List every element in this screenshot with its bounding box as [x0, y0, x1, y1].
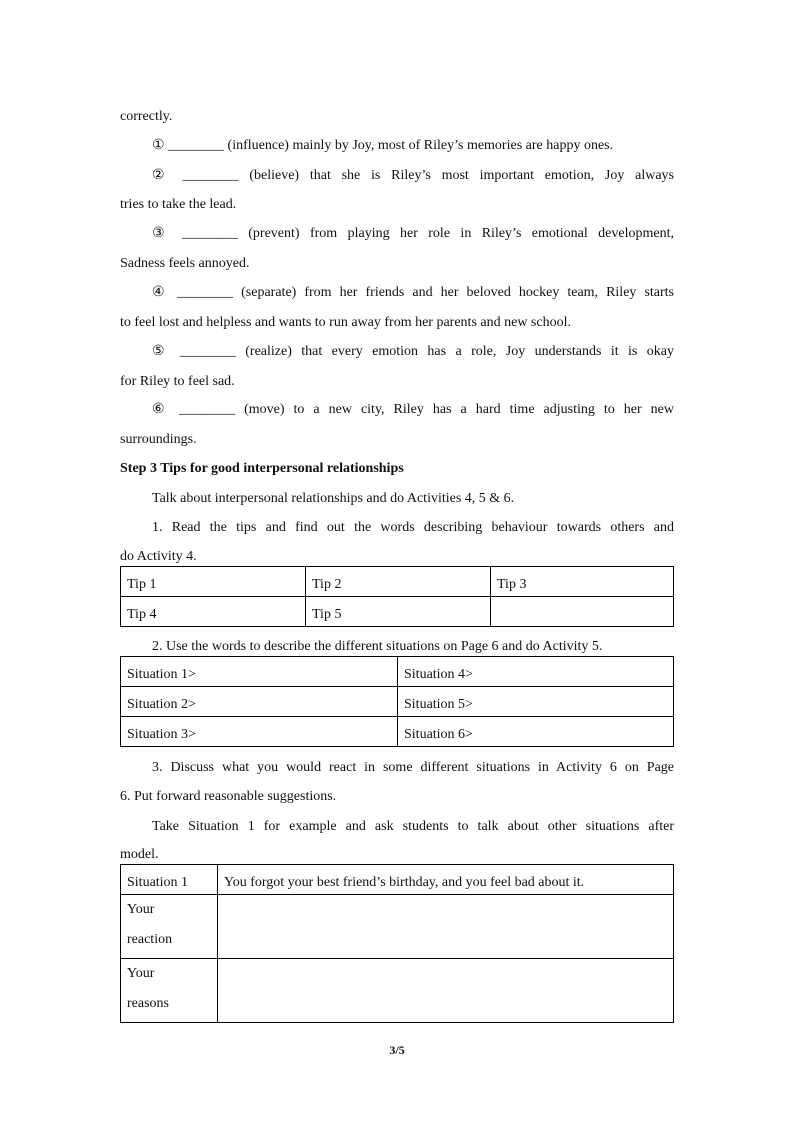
page-number: 3/5: [389, 1043, 405, 1057]
table-cell: Situation 2>: [121, 687, 398, 717]
cell-text: reaction: [127, 932, 173, 947]
table-cell: Tip 3: [491, 567, 674, 597]
exercise-item-1: ① ________ (influence) mainly by Joy, most of Riley’s memories are happy ones.: [152, 138, 614, 153]
reaction-label-cell: [121, 895, 218, 959]
situations-table: [120, 656, 674, 747]
instruction-1: 1. Read the tips and find out the words describing behaviour towards others and: [152, 520, 674, 535]
table-cell: Tip 4: [121, 597, 306, 627]
text-line: for Riley to feel sad.: [120, 374, 235, 389]
table-cell: Tip 5: [306, 597, 491, 627]
table-cell: Situation 6>: [398, 717, 674, 747]
table-cell: Tip 1: [121, 567, 306, 597]
cell-text: Your: [127, 902, 155, 917]
exercise-item-4: ④ ________ (separate) from her friends and her beloved hockey team, Riley starts: [152, 285, 674, 300]
text-line: to feel lost and helpless and wants to run away from her parents and new school.: [120, 315, 571, 330]
table-cell: Situation 5>: [398, 687, 674, 717]
text-line: correctly.: [120, 109, 173, 124]
instruction-3: 3. Discuss what you would react in some different situations in Activity 6 on Page: [152, 760, 674, 775]
text-line: model.: [120, 847, 159, 862]
text-line: Sadness feels annoyed.: [120, 256, 250, 271]
exercise-item-6: ⑥ ________ (move) to a new city, Riley has a hard time adjusting to her new: [152, 402, 674, 417]
table-cell: Situation 4>: [398, 657, 674, 687]
exercise-item-2: ② ________ (believe) that she is Riley’s most important emotion, Joy always: [152, 168, 674, 183]
exercise-item-5: ⑤ ________ (realize) that every emotion has a role, Joy understands it is okay: [152, 344, 674, 359]
text-line: Take Situation 1 for example and ask students to talk about other situations after: [152, 819, 674, 834]
table-cell: Situation 1>: [121, 657, 398, 687]
reaction-table: [120, 864, 674, 1023]
text-line: surroundings.: [120, 432, 197, 447]
table-cell: [491, 597, 674, 627]
text-line: do Activity 4.: [120, 549, 197, 564]
reasons-answer-cell: [218, 959, 674, 1023]
table-cell: Tip 2: [306, 567, 491, 597]
table-cell: You forgot your best friend’s birthday, and you feel bad about it.: [218, 865, 674, 895]
table-cell: Situation 3>: [121, 717, 398, 747]
tips-table: [120, 566, 674, 627]
text-line: tries to take the lead.: [120, 197, 237, 212]
instruction-2: 2. Use the words to describe the different situations on Page 6 and do Activity 5.: [152, 639, 603, 654]
text-line: Talk about interpersonal relationships and do Activities 4, 5 & 6.: [152, 491, 515, 506]
reasons-label-cell: [121, 959, 218, 1023]
reaction-answer-cell: [218, 895, 674, 959]
text-line: 6. Put forward reasonable suggestions.: [120, 789, 337, 804]
section-heading: Step 3 Tips for good interpersonal relationships: [120, 461, 404, 476]
table-cell: Situation 1: [121, 865, 218, 895]
cell-text: Your: [127, 966, 155, 981]
cell-text: reasons: [127, 996, 169, 1011]
exercise-item-3: ③ ________ (prevent) from playing her role in Riley’s emotional development,: [152, 226, 674, 241]
